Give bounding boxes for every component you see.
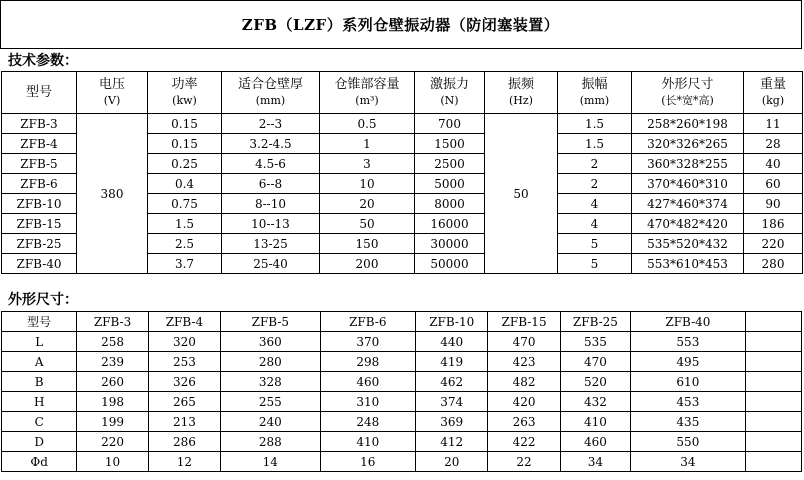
dim-value-cell: 470 xyxy=(488,332,560,352)
amplitude-cell: 2 xyxy=(558,154,632,174)
dim-value-cell: 239 xyxy=(77,352,148,372)
dim-value-cell: 34 xyxy=(631,452,746,472)
table-row xyxy=(2,352,802,372)
volume-cell: 50 xyxy=(320,214,415,234)
dimensions-cell: 470*482*420 xyxy=(632,214,744,234)
dim-value-cell: 20 xyxy=(416,452,488,472)
dim-header-cell: ZFB-25 xyxy=(560,312,630,332)
table-row xyxy=(2,114,803,134)
volume-cell: 0.5 xyxy=(320,114,415,134)
exciting-force-cell: 5000 xyxy=(415,174,485,194)
wall-thickness-cell: 25-40 xyxy=(222,254,320,274)
tech-header-cell xyxy=(148,72,222,114)
volume-cell: 150 xyxy=(320,234,415,254)
header-label: 电压 xyxy=(98,76,125,92)
dim-value-cell: 34 xyxy=(560,452,630,472)
weight-cell: 220 xyxy=(744,234,803,254)
exciting-force-cell: 700 xyxy=(415,114,485,134)
dim-value-cell: 286 xyxy=(148,432,220,452)
header-unit: (kg) xyxy=(761,93,785,107)
dim-header-cell: ZFB-40 xyxy=(631,312,746,332)
voltage-cell: 380 xyxy=(77,114,148,274)
tech-header-cell xyxy=(2,72,77,114)
tech-header-cell xyxy=(415,72,485,114)
dimensions-cell: 553*610*453 xyxy=(632,254,744,274)
dim-value-cell: 412 xyxy=(416,432,488,452)
dim-value-cell: 310 xyxy=(320,392,415,412)
dim-value-cell: 213 xyxy=(148,412,220,432)
tech-header-cell xyxy=(744,72,803,114)
dimensions-cell: 320*326*265 xyxy=(632,134,744,154)
table-row xyxy=(2,392,802,412)
dim-value-cell: 263 xyxy=(488,412,560,432)
empty-cell xyxy=(745,332,801,352)
header-label: 激振力 xyxy=(429,76,469,92)
exciting-force-cell: 2500 xyxy=(415,154,485,174)
dim-value-cell: 495 xyxy=(631,352,746,372)
power-cell: 3.7 xyxy=(148,254,222,274)
header-unit: (mm) xyxy=(579,93,610,107)
wall-thickness-cell: 2--3 xyxy=(222,114,320,134)
header-label: 型号 xyxy=(25,84,52,100)
header-label: 振频 xyxy=(507,76,534,92)
tech-header-cell xyxy=(77,72,148,114)
dim-value-cell: 12 xyxy=(148,452,220,472)
frequency-cell: 50 xyxy=(485,114,558,274)
weight-cell: 280 xyxy=(744,254,803,274)
dim-value-cell: 423 xyxy=(488,352,560,372)
header-label: 外形尺寸 xyxy=(661,76,714,92)
model-cell: ZFB-25 xyxy=(2,234,77,254)
weight-cell: 28 xyxy=(744,134,803,154)
table-row xyxy=(2,332,802,352)
dimensions-cell: 427*460*374 xyxy=(632,194,744,214)
wall-thickness-cell: 4.5-6 xyxy=(222,154,320,174)
dim-value-cell: 419 xyxy=(416,352,488,372)
dim-header-cell: ZFB-6 xyxy=(320,312,415,332)
weight-cell: 60 xyxy=(744,174,803,194)
tech-header-cell xyxy=(485,72,558,114)
page-title: ZFB（LZF）系列仓壁振动器（防闭塞装置） xyxy=(241,15,560,34)
dim-value-cell: 432 xyxy=(560,392,630,412)
model-cell: ZFB-40 xyxy=(2,254,77,274)
dim-label-cell: B xyxy=(2,372,77,392)
wall-thickness-cell: 3.2-4.5 xyxy=(222,134,320,154)
dim-value-cell: 462 xyxy=(416,372,488,392)
dim-value-cell: 248 xyxy=(320,412,415,432)
weight-cell: 186 xyxy=(744,214,803,234)
dim-value-cell: 198 xyxy=(77,392,148,412)
dim-value-cell: 535 xyxy=(560,332,630,352)
amplitude-cell: 4 xyxy=(558,214,632,234)
empty-cell xyxy=(745,372,801,392)
model-cell: ZFB-15 xyxy=(2,214,77,234)
dim-value-cell: 320 xyxy=(148,332,220,352)
dimensions-cell: 360*328*255 xyxy=(632,154,744,174)
dim-value-cell: 265 xyxy=(148,392,220,412)
exciting-force-cell: 16000 xyxy=(415,214,485,234)
dim-value-cell: 360 xyxy=(221,332,320,352)
header-unit: (V) xyxy=(103,93,121,107)
power-cell: 0.75 xyxy=(148,194,222,214)
volume-cell: 10 xyxy=(320,174,415,194)
dim-value-cell: 14 xyxy=(221,452,320,472)
amplitude-cell: 5 xyxy=(558,234,632,254)
empty-cell xyxy=(745,452,801,472)
header-unit: (mm) xyxy=(255,93,286,107)
dim-table xyxy=(1,311,802,472)
dim-label-cell: Φd xyxy=(2,452,77,472)
dim-value-cell: 553 xyxy=(631,332,746,352)
empty-cell xyxy=(745,412,801,432)
dim-value-cell: 22 xyxy=(488,452,560,472)
dim-value-cell: 16 xyxy=(320,452,415,472)
header-label: 功率 xyxy=(171,76,198,92)
dim-value-cell: 369 xyxy=(416,412,488,432)
exciting-force-cell: 30000 xyxy=(415,234,485,254)
weight-cell: 90 xyxy=(744,194,803,214)
dim-value-cell: 255 xyxy=(221,392,320,412)
empty-cell xyxy=(745,352,801,372)
exciting-force-cell: 1500 xyxy=(415,134,485,154)
model-cell: ZFB-10 xyxy=(2,194,77,214)
dim-value-cell: 470 xyxy=(560,352,630,372)
volume-cell: 3 xyxy=(320,154,415,174)
dim-value-cell: 610 xyxy=(631,372,746,392)
header-label: 振幅 xyxy=(581,76,608,92)
power-cell: 0.15 xyxy=(148,114,222,134)
wall-thickness-cell: 13-25 xyxy=(222,234,320,254)
dim-value-cell: 550 xyxy=(631,432,746,452)
table-row xyxy=(2,372,802,392)
dim-value-cell: 520 xyxy=(560,372,630,392)
volume-cell: 20 xyxy=(320,194,415,214)
dim-label-cell: A xyxy=(2,352,77,372)
exciting-force-cell: 50000 xyxy=(415,254,485,274)
header-unit: (N) xyxy=(440,93,459,107)
dim-label-cell: H xyxy=(2,392,77,412)
exciting-force-cell: 8000 xyxy=(415,194,485,214)
dim-value-cell: 422 xyxy=(488,432,560,452)
dim-value-cell: 298 xyxy=(320,352,415,372)
dim-value-cell: 199 xyxy=(77,412,148,432)
dimensions-cell: 370*460*310 xyxy=(632,174,744,194)
dim-label-cell: C xyxy=(2,412,77,432)
dim-section-label: 外形尺寸： xyxy=(8,292,78,308)
header-unit: (Hz) xyxy=(509,93,533,107)
weight-cell: 40 xyxy=(744,154,803,174)
dim-value-cell: 220 xyxy=(77,432,148,452)
empty-cell xyxy=(745,392,801,412)
dim-value-cell: 410 xyxy=(560,412,630,432)
tech-section-label: 技术参数： xyxy=(8,53,78,69)
dim-value-cell: 326 xyxy=(148,372,220,392)
header-label: 仓锥部容量 xyxy=(334,76,400,92)
header-unit: (kw) xyxy=(172,93,197,107)
model-cell: ZFB-3 xyxy=(2,114,77,134)
dim-value-cell: 460 xyxy=(560,432,630,452)
dim-value-cell: 453 xyxy=(631,392,746,412)
header-unit: (长*宽*高) xyxy=(661,93,714,107)
model-cell: ZFB-5 xyxy=(2,154,77,174)
dimensions-cell: 535*520*432 xyxy=(632,234,744,254)
tech-header-cell xyxy=(632,72,744,114)
dimensions-cell: 258*260*198 xyxy=(632,114,744,134)
dim-header-cell: 型号 xyxy=(2,312,77,332)
wall-thickness-cell: 10--13 xyxy=(222,214,320,234)
volume-cell: 1 xyxy=(320,134,415,154)
tech-header-cell xyxy=(320,72,415,114)
power-cell: 0.15 xyxy=(148,134,222,154)
dim-value-cell: 370 xyxy=(320,332,415,352)
model-cell: ZFB-6 xyxy=(2,174,77,194)
dim-value-cell: 240 xyxy=(221,412,320,432)
dim-label-cell: L xyxy=(2,332,77,352)
dim-value-cell: 328 xyxy=(221,372,320,392)
wall-thickness-cell: 6--8 xyxy=(222,174,320,194)
weight-cell: 11 xyxy=(744,114,803,134)
dim-header-cell: ZFB-4 xyxy=(148,312,220,332)
tech-header-cell xyxy=(558,72,632,114)
dim-value-cell: 460 xyxy=(320,372,415,392)
header-label: 重量 xyxy=(759,76,786,92)
empty-cell xyxy=(745,432,801,452)
power-cell: 0.25 xyxy=(148,154,222,174)
amplitude-cell: 5 xyxy=(558,254,632,274)
dim-value-cell: 280 xyxy=(221,352,320,372)
dim-value-cell: 260 xyxy=(77,372,148,392)
power-cell: 2.5 xyxy=(148,234,222,254)
dim-header-cell: ZFB-3 xyxy=(77,312,148,332)
dim-value-cell: 435 xyxy=(631,412,746,432)
table-row xyxy=(2,412,802,432)
dim-value-cell: 482 xyxy=(488,372,560,392)
dim-header-cell: ZFB-5 xyxy=(221,312,320,332)
header-label: 适合仓壁厚 xyxy=(237,76,303,92)
dim-value-cell: 440 xyxy=(416,332,488,352)
dim-label-cell: D xyxy=(2,432,77,452)
dim-header-cell: ZFB-10 xyxy=(416,312,488,332)
table-row xyxy=(2,452,802,472)
amplitude-cell: 1.5 xyxy=(558,114,632,134)
dim-header-cell: ZFB-15 xyxy=(488,312,560,332)
power-cell: 1.5 xyxy=(148,214,222,234)
dim-value-cell: 410 xyxy=(320,432,415,452)
empty-cell xyxy=(745,312,801,332)
model-cell: ZFB-4 xyxy=(2,134,77,154)
amplitude-cell: 2 xyxy=(558,174,632,194)
dim-value-cell: 288 xyxy=(221,432,320,452)
dim-value-cell: 253 xyxy=(148,352,220,372)
volume-cell: 200 xyxy=(320,254,415,274)
power-cell: 0.4 xyxy=(148,174,222,194)
dim-value-cell: 10 xyxy=(77,452,148,472)
amplitude-cell: 1.5 xyxy=(558,134,632,154)
table-row xyxy=(2,432,802,452)
dim-value-cell: 374 xyxy=(416,392,488,412)
dim-value-cell: 258 xyxy=(77,332,148,352)
amplitude-cell: 4 xyxy=(558,194,632,214)
dim-value-cell: 420 xyxy=(488,392,560,412)
wall-thickness-cell: 8--10 xyxy=(222,194,320,214)
tech-table xyxy=(1,71,803,274)
tech-header-cell xyxy=(222,72,320,114)
header-unit: (m³) xyxy=(355,93,379,107)
